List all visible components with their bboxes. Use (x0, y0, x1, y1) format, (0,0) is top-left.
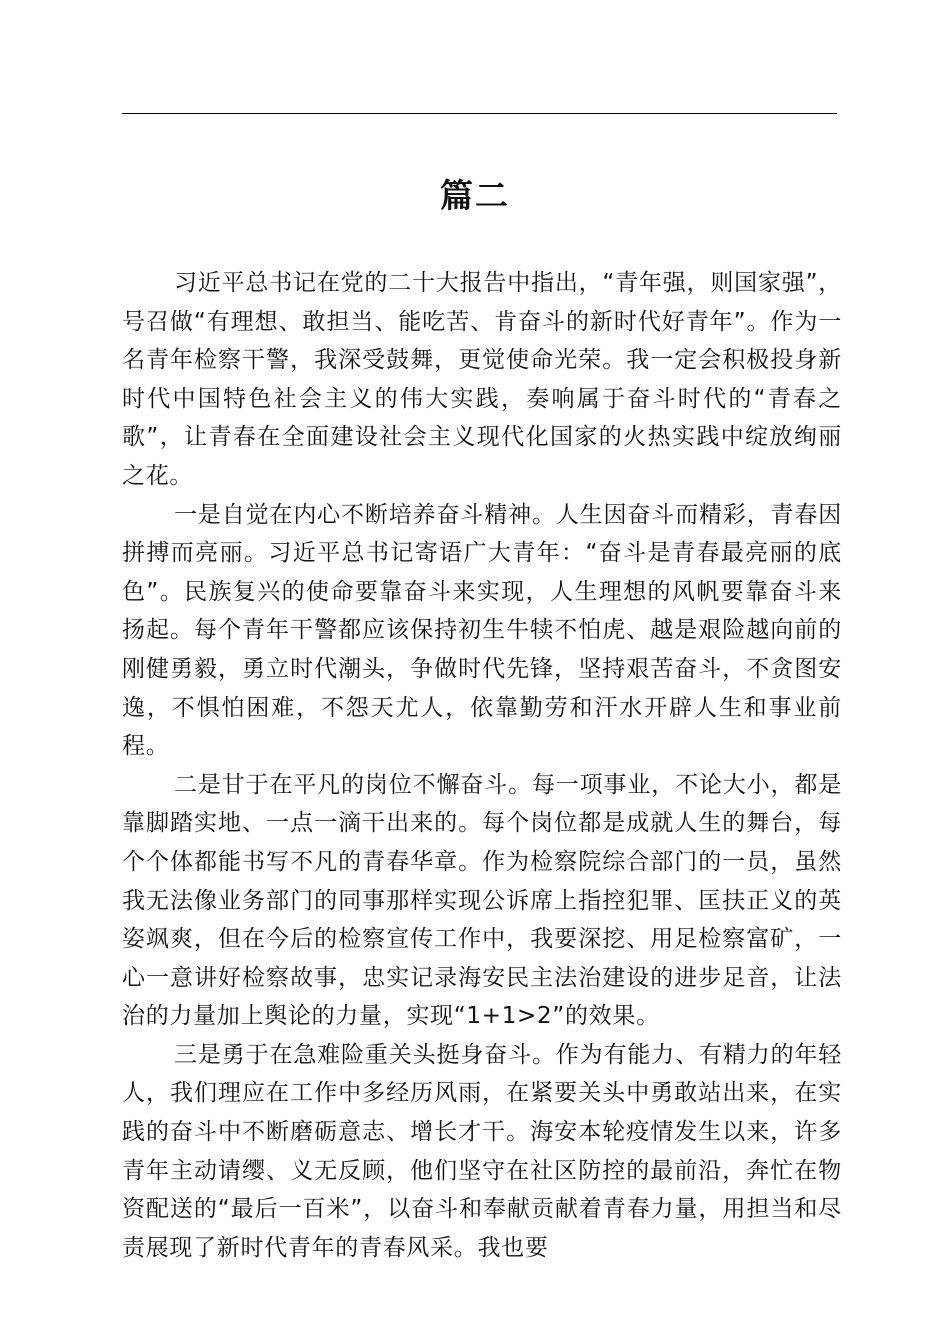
page-title: 篇二 (440, 176, 510, 215)
paragraph-intro: 习近平总书记在党的二十大报告中指出，“青年强，则国家强”，号召做“有理想、敢担当、能吃苦、肯奋斗的新时代好青年”。作为一名青年检察干警，我深受鼓舞，更觉使命光荣。我一定会积极投身新时代中国特色社会主义的伟大实践，奏响属于奋斗时代的“青春之歌”，让青春在全面建设社会主义现代化国家的火热实践中绽放绚丽之花。 (122, 270, 842, 489)
paragraph-one: 一是自觉在内心不断培养奋斗精神。人生因奋斗而精彩，青春因拼搏而亮丽。习近平总书记寄语广大青年：“奋斗是青春最亮丽的底色”。民族复兴的使命要靠奋斗来实现，人生理想的风帆要靠奋斗来扬起。每个青年干警都应该保持初生牛犊不怕虎、越是艰险越向前的刚健勇毅，勇立时代潮头，争做时代先锋，坚持艰苦奋斗，不贪图安逸，不惧怕困难，不怨天尤人，依靠勤劳和汗水开辟人生和事业前程。 (122, 501, 842, 760)
paragraph-two: 二是甘于在平凡的岗位不懈奋斗。每一项事业，不论大小，都是靠脚踏实地、一点一滴干出来的。每个岗位都是成就人生的舞台，每个个体都能书写不凡的青春华章。作为检察院综合部门的一员，虽然我无法像业务部门的同事那样实现公诉席上指控犯罪、匡扶正义的英姿飒爽，但在今后的检察宣传工作中，我要深挖、用足检察富矿，一心一意讲好检察故事，忠实记录海安民主法治建设的进步足音，让法治的力量加上舆论的力量，实现“1+1>2”的效果。 (122, 771, 842, 1030)
paragraph-three: 三是勇于在急难险重关头挺身奋斗。作为有能力、有精力的年轻人，我们理应在工作中多经历风雨，在紧要关头中勇敢站出来，在实践的奋斗中不断磨砺意志、增长才干。海安本轮疫情发生以来，许多青年主动请缨、义无反顾，他们坚守在社区防控的最前沿，奔忙在物资配送的“最后一百米”，以奋斗和奉献贡献着青春力量，用担当和尽责展现了新时代青年的青春风采。我也要 (122, 1041, 842, 1261)
document-body (122, 264, 842, 1267)
header-rule (122, 113, 837, 114)
